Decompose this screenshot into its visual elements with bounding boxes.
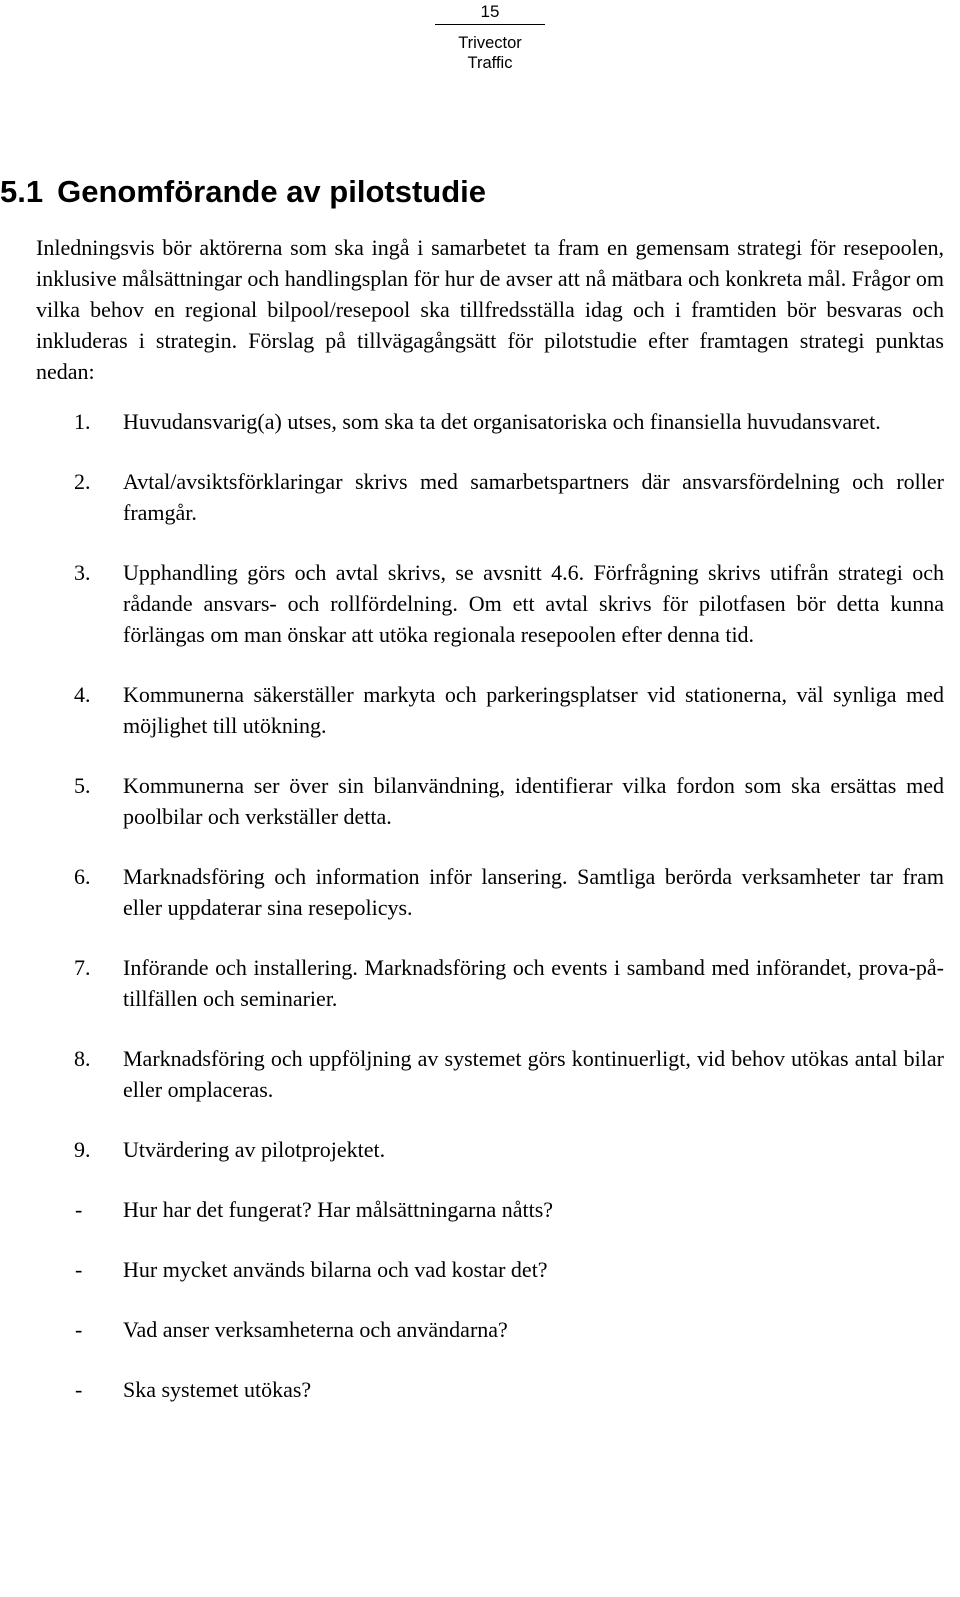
list-item-text: Kommunerna säkerställer markyta och parkeringsplatser vid stationerna, väl synliga med möjlighet till utökning. [123,682,944,738]
list-marker: - [75,1257,83,1282]
list-marker: - [75,1377,83,1402]
list-marker: - [75,1317,83,1342]
list-item-text: Marknadsföring och information inför lansering. Samtliga berörda verksamheter tar fram eller uppdaterar sina resepolicys. [123,864,944,920]
list-marker: 4. [74,682,91,707]
header-rule [435,24,545,25]
list-item [36,679,944,741]
body-text [36,232,944,1434]
list-item [36,770,944,832]
list-item [36,952,944,1014]
steps-list [36,406,944,1165]
list-item [36,466,944,528]
list-item-text: Huvudansvarig(a) utses, som ska ta det organisatoriska och finansiella huvudansvaret. [123,409,881,434]
list-item [36,1314,944,1345]
evaluation-questions-list [36,1194,944,1405]
section-title: Genomförande av pilotstudie [57,174,486,209]
page-number: 15 [480,2,500,21]
list-item-text: Hur mycket används bilarna och vad kostar det? [123,1257,548,1282]
list-item-text: Utvärdering av pilotprojektet. [123,1137,386,1162]
list-marker: 9. [74,1137,91,1162]
list-item [36,1254,944,1285]
list-item [36,1194,944,1225]
intro-paragraph: Inledningsvis bör aktörerna som ska ingå i samarbetet ta fram en gemensam strategi för resepoolen, inklusive målsättningar och handlingsplan för hur de avser att nå mätbara och konkreta mål. Frågor om vilka behov en regional bilpool/resepool ska tillfredsställa idag och i framtiden bör besvaras och inkluderas i strategin. Förslag på tillvägagångsätt för pilotstudie efter framtagen strategi punktas nedan: [36,235,944,384]
list-item [36,557,944,650]
list-item-text: Kommunerna ser över sin bilanvändning, identifierar vilka fordon som ska ersättas med poolbilar och verkställer detta. [123,773,944,829]
list-item [36,861,944,923]
list-item [36,406,944,437]
list-item-text: Införande och installering. Marknadsföring och events i samband med införandet, prova-på-tillfällen och seminarier. [123,955,944,1011]
list-item-text: Avtal/avsiktsförklaringar skrivs med samarbetspartners där ansvarsfördelning och roller framgår. [123,469,944,525]
list-marker: 8. [74,1046,91,1071]
list-marker: 2. [74,469,91,494]
list-item [36,1134,944,1165]
list-marker: 3. [74,560,91,585]
page-header [435,0,545,73]
section-heading [0,172,486,212]
list-marker: 5. [74,773,91,798]
list-item-text: Marknadsföring och uppföljning av systemet görs kontinuerligt, vid behov utökas antal bilar eller omplaceras. [123,1046,944,1102]
list-marker: 1. [74,409,91,434]
list-marker: 7. [74,955,91,980]
list-item [36,1043,944,1105]
section-number: 5.1 [0,174,44,209]
list-marker: 6. [74,864,91,889]
list-item-text: Ska systemet utökas? [123,1377,312,1402]
list-item-text: Vad anser verksamheterna och användarna? [123,1317,508,1342]
list-item [36,1374,944,1405]
list-item-text: Upphandling görs och avtal skrivs, se avsnitt 4.6. Förfrågning skrivs utifrån strategi och rådande ansvars- och rollfördelning. Om ett avtal skrivs för pilotfasen bör detta kunna förlängas om man önskar att utöka regionala resepoolen efter denna tid. [123,560,944,647]
list-marker: - [75,1197,83,1222]
list-item-text: Hur har det fungerat? Har målsättningarna nåtts? [123,1197,554,1222]
running-title: Trivector Traffic [458,34,522,72]
